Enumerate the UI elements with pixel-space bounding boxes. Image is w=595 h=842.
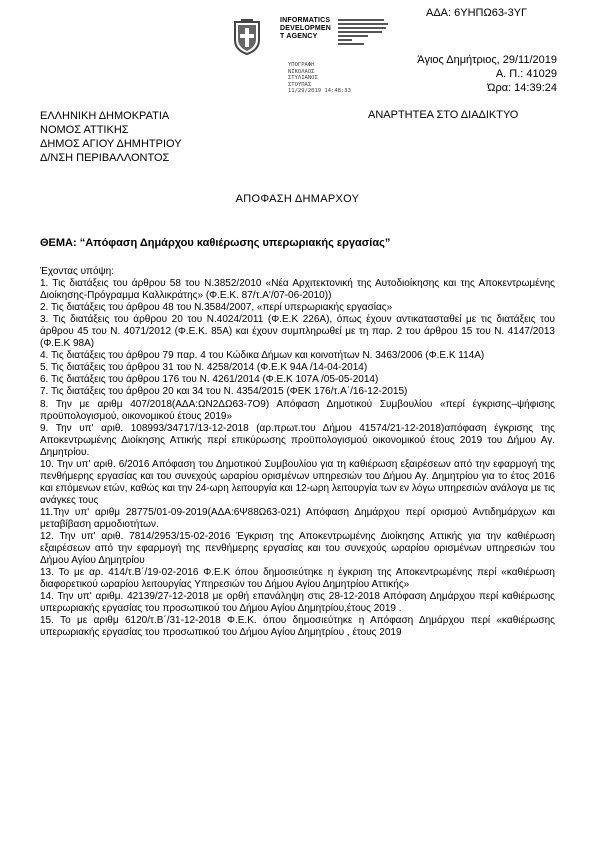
list-item: 6. Τις διατάξεις του άρθρου 176 του Ν. 4261/2014 (Φ.Ε.Κ 107Α /05-05-2014) [40, 374, 379, 386]
list-item: 7. Τις διατάξεις του άρθρου 20 και 34 του Ν. 4354/2015 (ΦΕΚ 176/τ.Α΄/16-12-2015) [40, 386, 408, 398]
list-item: 2. Τις διατάξεις του άρθρου 48 του Ν.3584/2007, «περί υπερωριακής εργασίας» [40, 302, 393, 314]
stamp-line: ΝΙΚΟΛΑΟΣ [288, 68, 315, 75]
ida-logo-line: DEVELOPMEN [280, 25, 332, 32]
authority-line: ΔΗΜΟΣ ΑΓΙΟΥ ΔΗΜΗΤΡΙΟΥ [40, 138, 182, 150]
list-item: 13. Το με αρ. 414/τ.Β΄/19-02-2016 Φ.Ε.Κ όπου δημοσιεύτηκε η έγκριση της Αποκεντρωμένης περί «καθιέρωση διαφορετικού ωραρίου λειτουργίας Υπηρεσιών του Δήμου Αγίου Δημητρίου Αττικής» [40, 567, 555, 591]
list-item: 10. Την υπ' αριθ. 6/2016 Απόφαση του Δημοτικού Συμβουλίου για τη καθιέρωση εξαιρέσεων από την εφαρμογή της πενθήμερης εργασίας και του συνεχούς ωραρίου ορισμένων υπηρεσιών του Δήμου Αγ. Δημητρίου για το έτος 2016 και επόμενων ετών, καθώς και την 24-ωρη λειτουργία και 12-ωρη λειτουργία των εν λόγω υπηρεσιών ανάλογα με τις ανάγκες τους [40, 458, 555, 506]
list-item: 1. Τις διατάξεις του άρθρου 58 του Ν.3852/2010 «Νέα Αρχιτεκτονική της Αυτοδιοίκησης και της Αποκεντρωμένης Διοίκησης-Πρόγραμμα Καλλικράτης» (Φ.Ε.Κ. 87/τ.Α'/07-06-2010)) [40, 278, 555, 302]
stamp-line: ΥΠΟΓΡΑΦΗ [288, 62, 315, 68]
document-title: ΑΠΟΦΑΣΗ ΔΗΜΑΡΧΟΥ [235, 193, 360, 205]
authority-line: ΕΛΛΗΝΙΚΗ ΔΗΜΟΚΡΑΤΙΑ [40, 110, 170, 122]
stamp-line: 11/29/2019 14:48:33 [288, 88, 351, 94]
greek-emblem-icon [231, 18, 263, 56]
stamp-line: ΣΤΟΥΠΑΣ [288, 81, 312, 88]
ida-logo-line: INFORMATICS [280, 17, 331, 24]
posting-notice: ΑΝΑΡΤΗΤΕΑ ΣΤΟ ΔΙΑΔΙΚΤΥΟ [368, 109, 519, 121]
ada-code: ΑΔΑ: 6ΥΗΠΩ63-3ΥΓ [426, 7, 528, 19]
time: Ώρα: 14:39:24 [487, 82, 557, 94]
list-item: 5. Τις διατάξεις του άρθρου 31 του Ν. 4258/2014 (Φ.Ε.Κ 94Α /14-04-2014) [40, 362, 368, 374]
list-item: 12. Την υπ' αριθ. 7814/2953/15-02-2016 Έγκριση της Αποκεντρωμένης Διοίκησης Αττικής για την καθιέρωση εξαιρέσεων από την εφαρμογή της πενθήμερης εργασίας και του συνεχούς ωραρίου ορισμένων υπηρεσιών του Δήμου Αγίου Δημητρίου [40, 531, 555, 567]
list-item: 15. Το με αριθμ 6120/τ.Β΄/31-12-2018 Φ.Ε.Κ. όπου δημοσιεύτηκε η Απόφαση Δημάρχου περί «καθιέρωσης υπερωριακής εργασίας του προσωπικού του Δήμου Αγίου Δημητρίου , έτους 2019 [40, 615, 555, 639]
digital-signature-stamp [288, 62, 351, 95]
place-date: Άγιος Δημήτριος, 29/11/2019 [417, 54, 557, 66]
intro-line: Έχοντας υπόψη: [40, 266, 114, 277]
list-item: 11.Την υπ' αριθμ 28775/01-09-2019(ΑΔΑ:6Ψ88Ω63-021) Απόφαση Δημάρχου περί ορισμού Αντιδημάρχων και μεταβίβαση αρμοδιοτήτων. [40, 506, 555, 530]
authority-line: Δ/ΝΣΗ ΠΕΡΙΒΑΛΛΟΝΤΟΣ [40, 152, 170, 164]
document-body [40, 266, 555, 639]
authority-line: ΝΟΜΟΣ ΑΤΤΙΚΗΣ [40, 124, 129, 136]
authority-block [40, 109, 182, 165]
list-item: 14. Την υπ' αριθμ. 42139/27-12-2018 με ορθή επανάληψη στις 28-12-2018 Απόφαση Δημάρχου περί καθιέρωσης υπερωριακής εργασίας του προσωπικού του Δήμου Αγίου Δημητρίου,έτους 2019 . [40, 591, 555, 615]
list-item: 8. Την με αριθμ 407/2018(ΑΔΑ:ΩΝ2ΔΩ63-7Ο9) Απόφαση Δημοτικού Συμβουλίου «περί έγκρισης–ψήφισης προϋπολογισμού, οικονομικού έτους 2019» [40, 398, 555, 422]
list-item: 3. Τις διατάξεις του άρθρου 20 του Ν.4024/2011 (Φ.Ε.Κ 226Α), όπως έχουν αντικατασταθεί με τις διατάξεις του άρθρου 45 του Ν. 4071/2012 (Φ.Ε.Κ. 85Α) και έχουν συμπληρωθεί με τη παρ. 2 του άρθρου 15 του Ν. 4147/2013 (Φ.Ε.Κ 98Α) [40, 314, 555, 350]
stamp-line: ΣΤΥΛΙΑΝΟΣ [288, 75, 318, 81]
list-item: 9. Την υπ' αριθ. 108993/34717/13-12-2018 (αρ.πρωτ.του Δήμου 41574/21-12-2018)απόφαση έγκρισης της Αποκεντρωμένης Διοίκησης Αττικής περί επικύρωσης προϋπολογισμού οικονομικού έτους 2019 του Δήμου Αγ. Δημητρίου. [40, 422, 555, 458]
protocol-number: Α. Π.: 41029 [495, 68, 557, 80]
list-item: 4. Τις διατάξεις του άρθρου 79 παρ. 4 του Κώδικα Δήμων και κοινοτήτων Ν. 3463/2006 (Φ.Ε.Κ 114Α) [40, 350, 485, 362]
document-subject: ΘΕΜΑ: “Απόφαση Δημάρχου καθιέρωσης υπερωριακής εργασίας” [40, 237, 391, 249]
ida-logo-line: T AGENCY [280, 33, 318, 40]
ida-fine-print [338, 19, 390, 47]
